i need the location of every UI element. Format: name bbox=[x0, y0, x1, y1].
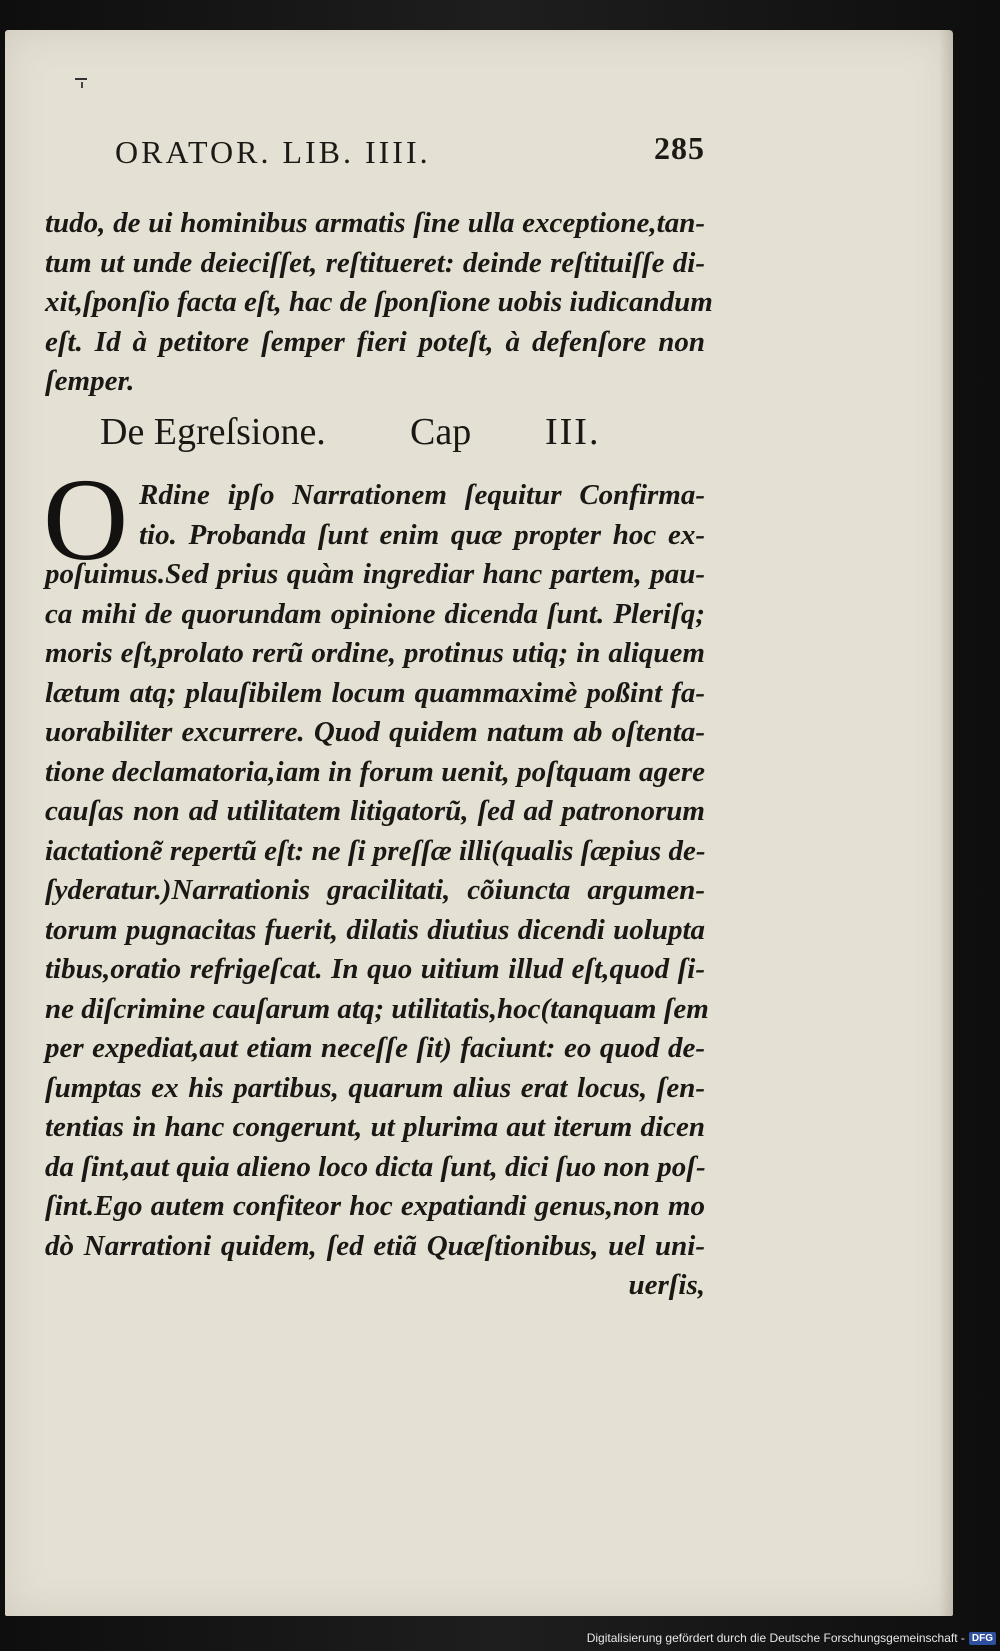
text-line: torum pugnacitas fuerit, dilatis diutius dicendi uolupta bbox=[45, 913, 705, 946]
digitization-credit bbox=[587, 1631, 996, 1645]
text-line: eſt. Id à petitore ſemper fieri poteſt, à defenſore non bbox=[45, 325, 705, 358]
text-line: da ſint,aut quia alieno loco dicta ſunt, dici ſuo non poſ- bbox=[45, 1150, 706, 1183]
book-page bbox=[5, 30, 953, 1616]
text-line: tione declamatoria,iam in forum uenit, poſtquam agere bbox=[45, 755, 705, 788]
text-line: ſint.Ego autem confiteor hoc expatiandi genus,non mo bbox=[45, 1190, 705, 1222]
text-line: dò Narrationi quidem, ſed etiã Quæſtionibus, uel uni- bbox=[45, 1229, 705, 1262]
ink-mark bbox=[75, 78, 87, 80]
text-line: lætum atq; plauſibilem locum quammaximè poßint fa- bbox=[45, 676, 705, 709]
text-line: poſuimus.Sed prius quàm ingrediar hanc partem, pau- bbox=[45, 558, 705, 590]
text-block-top bbox=[45, 204, 713, 402]
text-line: ſyderatur.)Narrationis gracilitati, cõiuncta argumen- bbox=[45, 874, 705, 906]
text-line: tentias in hanc congerunt, ut plurima aut iterum dicen bbox=[45, 1111, 705, 1143]
running-head-title: ORATOR. LIB. IIII. bbox=[115, 134, 431, 170]
text-line: iactationẽ repertũ eſt: ne ſi preſſæ illi(qualis ſæpius de- bbox=[45, 834, 706, 867]
text-line: ſemper. bbox=[45, 365, 135, 397]
text-line: moris eſt,prolato rerũ ordine, protinus utiq; in aliquem bbox=[45, 637, 705, 669]
text-line: uorabiliter excurrere. Quod quidem natum ab oſtenta- bbox=[45, 716, 705, 748]
text-line: ca mihi de quorundam opinione dicenda ſunt. Pleriſq; bbox=[45, 597, 705, 630]
text-line: ne diſcrimine cauſarum atq; utilitatis,hoc(tanquam ſem bbox=[45, 992, 709, 1025]
dfg-logo: DFG bbox=[969, 1632, 996, 1645]
text-line: cauſas non ad utilitatem litigatorũ, ſed ad patronorum bbox=[45, 795, 705, 827]
text-line: xit,ſponſio facta eſt, hac de ſponſione uobis iudicandum bbox=[45, 286, 713, 318]
text-line: ſumptas ex his partibus, quarum alius erat locus, ſen- bbox=[45, 1071, 705, 1104]
text-line: per expediat,aut etiam neceſſe ſit) faciunt: eo quod de- bbox=[45, 1032, 705, 1064]
page-edge-shadow bbox=[939, 30, 953, 1616]
text-line: tudo, de ui hominibus armatis ſine ulla exceptione,tan- bbox=[45, 207, 705, 239]
text-line: tum ut unde deieciſſet, reſtitueret: deinde reſtituiſſe di- bbox=[45, 246, 705, 279]
credit-text: Digitalisierung gefördert durch die Deutsche Forschungsgemeinschaft - bbox=[586, 1631, 965, 1645]
chapter-label: Cap bbox=[410, 411, 472, 453]
text-line: uerſis, bbox=[628, 1269, 705, 1301]
page-number: 285 bbox=[654, 130, 705, 166]
text-line: tibus,oratio refrigeſcat. In quo uitium illud eſt,quod ſi- bbox=[45, 953, 705, 985]
chapter-title: De Egreſsione. bbox=[100, 411, 326, 453]
text-block-main bbox=[45, 476, 709, 1306]
drop-cap: O bbox=[43, 454, 129, 585]
text-line: tio. Probanda ſunt enim quæ propter hoc ex- bbox=[139, 518, 705, 551]
text-line: Rdine ipſo Narrationem ſequitur Confirma- bbox=[139, 479, 705, 511]
chapter-number: III. bbox=[545, 411, 601, 453]
ink-mark bbox=[81, 82, 83, 88]
